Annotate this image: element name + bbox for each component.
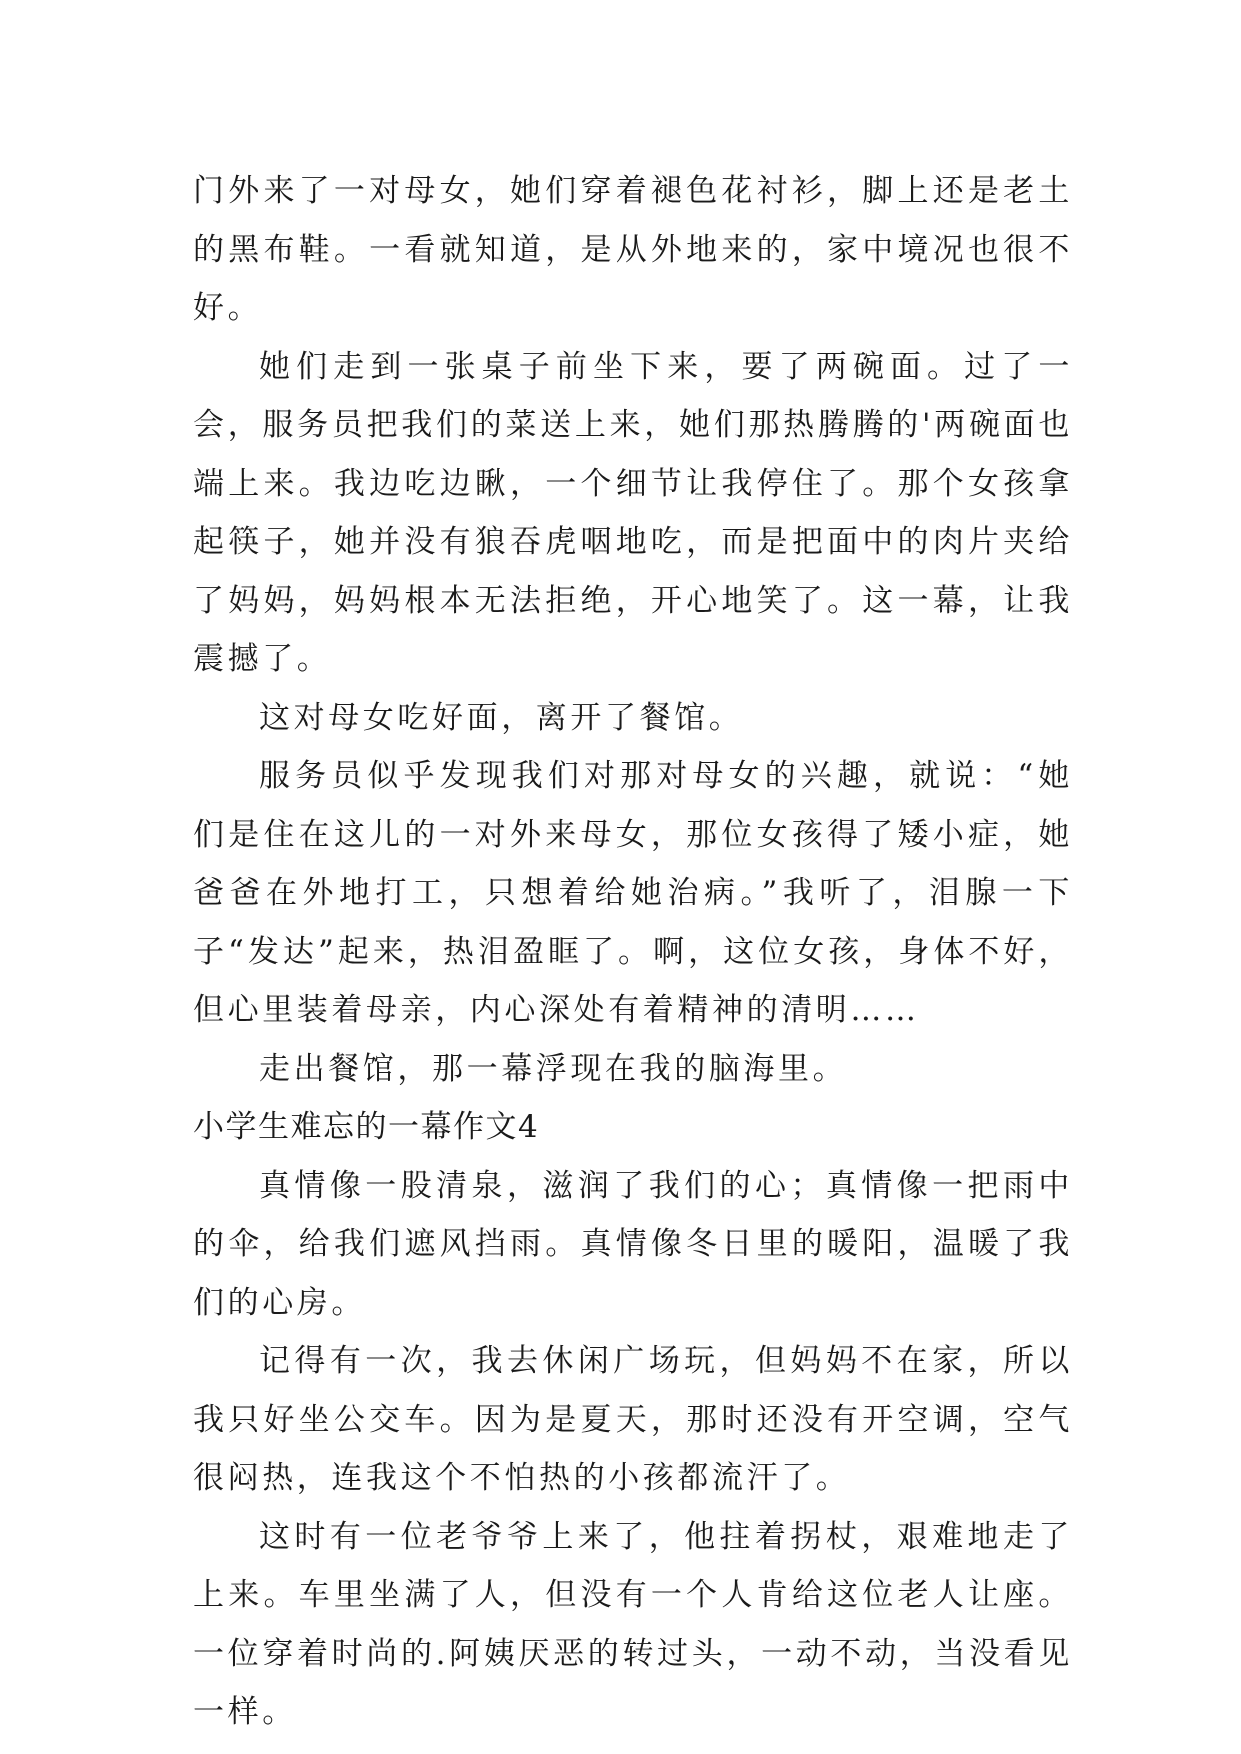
paragraph: 她们走到一张桌子前坐下来，要了两碗面。过了一会，服务员把我们的菜送上来，她们那热腾腾的'两碗面也端上来。我边吃边瞅，一个细节让我停住了。那个女孩拿起筷子，她并没有狼吞虎咽地吃，而是把面中的肉片夹给了妈妈，妈妈根本无法拒绝，开心地笑了。这一幕，让我震撼了。 [193,348,1073,677]
paragraph: 真情像一股清泉，滋润了我们的心；真情像一把雨中的伞，给我们遮风挡雨。真情像冬日里的暖阳，温暖了我们的心房。 [193,1167,1073,1321]
paragraph: 服务员似乎发现我们对那对母女的兴趣，就说：“她们是住在这儿的一对外来母女，那位女孩得了矮小症，她爸爸在外地打工，只想着给她治病。”我听了，泪腺一下子“发达”起来，热泪盈眶了。啊，这位女孩，身体不好，但心里装着母亲，内心深处有着精神的清明…… [193,758,1073,1028]
paragraph: 这时有一位老爷爷上来了，他拄着拐杖，艰难地走了上来。车里坐满了人，但没有一个人肯给这位老人让座。一位穿着时尚的.阿姨厌恶的转过头，一动不动，当没看见一样。 [193,1518,1073,1730]
paragraph: 走出餐馆，那一幕浮现在我的脑海里。 [259,1050,848,1087]
document-body [193,162,1073,1742]
paragraph-continued: 门外来了一对母女，她们穿着褪色花衬衫，脚上还是老土的黑布鞋。一看就知道，是从外地来的，家中境况也很不好。 [193,173,1073,326]
section-title: 小学生难忘的一幕作文4 [193,1109,540,1145]
paragraph: 这对母女吃好面，离开了餐馆。 [259,699,744,736]
paragraph: 记得有一次，我去休闲广场玩，但妈妈不在家，所以我只好坐公交车。因为是夏天，那时还没有开空调，空气很闷热，连我这个不怕热的小孩都流汗了。 [193,1343,1073,1496]
